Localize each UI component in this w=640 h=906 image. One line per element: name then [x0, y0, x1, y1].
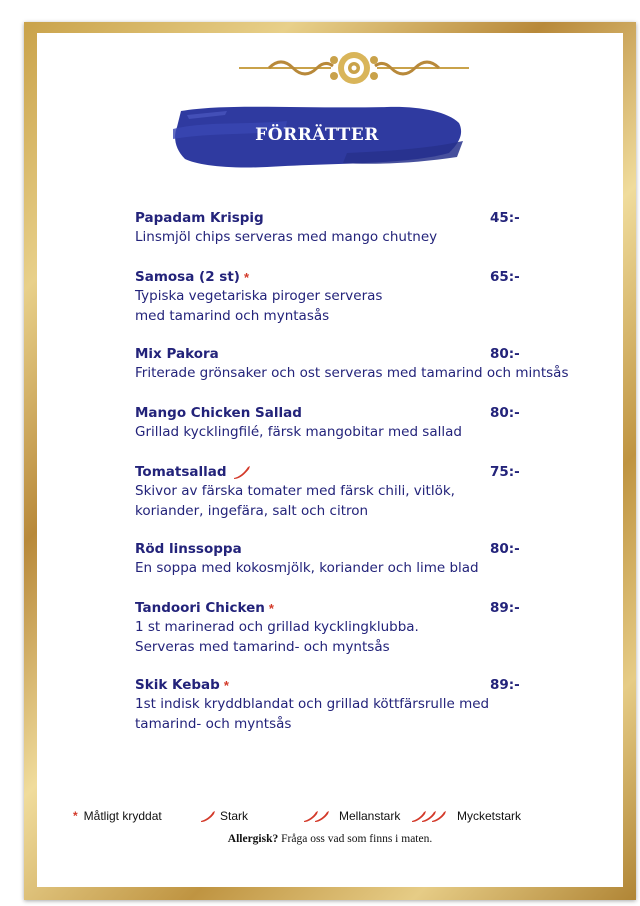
chili-icon: [200, 809, 216, 823]
menu-item-price: 80:-: [490, 541, 520, 557]
star-icon: *: [268, 600, 274, 616]
chili-icon: [233, 464, 251, 480]
decorative-ornament-icon: [239, 48, 469, 88]
legend-very: [411, 806, 521, 826]
menu-item-header: [135, 462, 575, 482]
allergy-question: Allergisk?: [227, 833, 279, 845]
menu-item-name: Papadam Krispig: [135, 210, 264, 226]
menu-item-price: 89:-: [490, 600, 520, 616]
menu-item-price: 65:-: [490, 269, 520, 285]
menu-card: [37, 33, 623, 887]
menu-item: [135, 267, 575, 326]
menu-item: [135, 675, 575, 734]
menu-item-description: Skivor av färska tomater med färsk chili, vitlök, koriander, ingefära, salt och citron: [135, 483, 455, 519]
star-icon: *: [243, 269, 250, 285]
legend-very-label: Mycketstark: [457, 809, 522, 823]
menu-item-header: [135, 208, 575, 228]
menu-item-name: Samosa (2 st): [135, 269, 240, 285]
allergy-text: Fråga oss vad som finns i maten.: [278, 833, 433, 845]
menu-item-header: [135, 598, 575, 618]
menu-item-price: 80:-: [490, 346, 520, 362]
menu-item-price: 75:-: [490, 464, 520, 480]
menu-item-name: Mix Pakora: [135, 346, 219, 362]
menu-item-description: 1 st marinerad och grillad kycklingklubba. Serveras med tamarind- och myntsås: [135, 619, 419, 655]
menu-item-price: 89:-: [490, 677, 520, 693]
legend-medium: [303, 806, 400, 826]
menu-item: [135, 208, 575, 248]
menu-item-price: 45:-: [490, 210, 520, 226]
menu-item-header: [135, 267, 575, 287]
menu-item: [135, 539, 575, 579]
menu-item-description: En soppa med kokosmjölk, koriander och lime blad: [135, 560, 479, 576]
star-icon: *: [73, 809, 78, 823]
legend-medium-label: Mellanstark: [339, 809, 401, 823]
menu-item: [135, 403, 575, 443]
menu-item-header: [135, 403, 575, 423]
menu-item: [135, 462, 575, 521]
menu-item: [135, 598, 575, 657]
menu-page: [24, 22, 636, 900]
menu-item-description: Grillad kycklingfilé, färsk mangobitar med sallad: [135, 424, 462, 440]
menu-item-header: [135, 675, 575, 695]
double-chili-icon: [303, 809, 331, 823]
menu-item-name: Tandoori Chicken: [135, 600, 265, 616]
legend-mild-label: Måtligt kryddat: [83, 809, 162, 823]
menu-item-header: [135, 344, 575, 364]
menu-item-description: Friterade grönsaker och ost serveras med tamarind och mintsås: [135, 365, 569, 381]
menu-item-price: 80:-: [490, 405, 520, 421]
menu-item-description: Typiska vegetariska piroger serveras med tamarind och myntasås: [135, 288, 383, 324]
legend-strong-label: Stark: [220, 809, 249, 823]
menu-item-name: Röd linssoppa: [135, 541, 242, 557]
menu-item-header: [135, 539, 575, 559]
spice-legend: [73, 806, 633, 826]
allergy-note: [37, 833, 623, 845]
menu-item-name: Tomatsallad: [135, 464, 227, 480]
menu-item-description: Linsmjöl chips serveras med mango chutney: [135, 229, 438, 245]
star-icon: *: [223, 677, 229, 693]
legend-strong: [200, 806, 248, 826]
legend-mild: [73, 806, 162, 826]
menu-item: [135, 344, 575, 384]
menu-item-name: Skik Kebab: [135, 677, 220, 693]
triple-chili-icon: [411, 809, 449, 823]
section-title: FÖRRÄTTER: [255, 125, 379, 145]
menu-item-name: Mango Chicken Sallad: [135, 405, 302, 421]
menu-item-description: 1st indisk kryddblandat och grillad köttfärsrulle med tamarind- och myntsås: [135, 696, 490, 732]
